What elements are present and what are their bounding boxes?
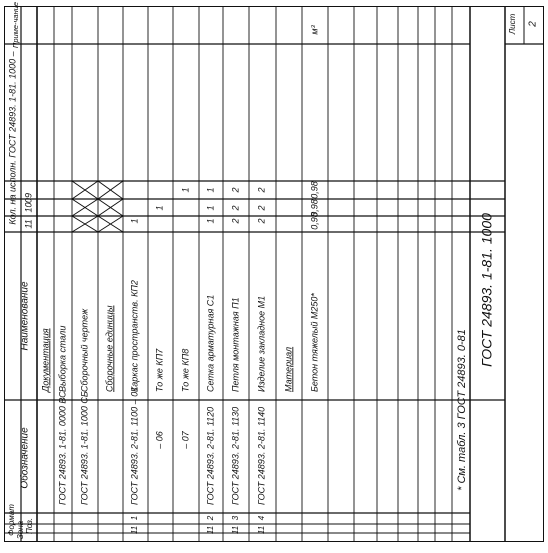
row-qty-q11: 2 bbox=[230, 187, 241, 193]
row-qty-q09: 0,98 bbox=[309, 212, 320, 230]
row-designation: – 06 bbox=[154, 431, 165, 449]
title-doc-code: ГОСТ 24893. 1-81. 1000 bbox=[478, 213, 495, 367]
row-format: 11 bbox=[231, 525, 241, 535]
row-qty-q09: 2 bbox=[230, 218, 241, 224]
header-name: Наименование bbox=[19, 281, 31, 351]
row-name: Выборка стали bbox=[57, 325, 68, 392]
row-section-heading: Материал bbox=[283, 346, 294, 392]
row-section-heading: Документация bbox=[40, 328, 51, 392]
header-qty-title: Кол. на исполн. ГОСТ 24893. 1-81. 1000 – bbox=[7, 51, 18, 225]
row-name: Петля монтажная П1 bbox=[230, 297, 241, 392]
header-qty-10: 10 bbox=[23, 202, 34, 213]
row-name: Бетон тяжелый М250* bbox=[309, 293, 320, 392]
title-sheet-number: 2 bbox=[527, 21, 539, 27]
row-name: Каркас пространств. КП2 bbox=[129, 280, 140, 392]
row-section-heading: Сборочные единицы bbox=[104, 305, 115, 392]
header-pos: Поз. bbox=[25, 517, 35, 535]
row-qty-q11: 2 bbox=[256, 187, 267, 193]
row-pos: 2 bbox=[206, 515, 216, 521]
row-designation: – 07 bbox=[180, 431, 191, 449]
row-name: Изделие закладное М1 bbox=[256, 295, 267, 392]
row-qty-q09: 1 bbox=[129, 218, 140, 224]
row-qty-q11: 0,98 bbox=[309, 181, 320, 199]
row-qty-q09: 1 bbox=[205, 218, 216, 224]
header-note: Приме-чание bbox=[10, 1, 20, 49]
row-qty-q09: 2 bbox=[256, 218, 267, 224]
row-qty-q10: 1 bbox=[154, 205, 165, 211]
row-designation: ГОСТ 24893. 1-81. 1000 СБ bbox=[79, 391, 90, 505]
row-designation: ГОСТ 24893. 1-81. 0000 ВС bbox=[57, 391, 68, 505]
row-qty-q10: 2 bbox=[256, 205, 267, 211]
row-pos: 3 bbox=[231, 515, 241, 521]
row-qty-q11: 1 bbox=[205, 187, 216, 193]
row-name: Сетка арматурная С1 bbox=[205, 294, 216, 392]
sheet-frame bbox=[4, 6, 544, 542]
row-designation: ГОСТ 24893. 2-81. 1120 bbox=[205, 406, 216, 505]
row-note: м³ bbox=[309, 25, 320, 35]
row-format: 11 bbox=[206, 525, 216, 535]
row-qty-q10: 0,98 bbox=[309, 199, 320, 217]
row-qty-q11: 1 bbox=[180, 187, 191, 193]
header-qty-11: 11 bbox=[23, 219, 34, 229]
row-pos: 1 bbox=[130, 515, 140, 521]
row-format: 11 bbox=[130, 525, 140, 535]
header-designation: Обозначение bbox=[19, 427, 31, 489]
row-qty-q10: 1 bbox=[205, 205, 216, 211]
row-name: То же КП8 bbox=[180, 348, 191, 392]
row-designation: ГОСТ 24893. 2-81. 1100 – 01 bbox=[129, 386, 140, 505]
header-format: Формат bbox=[7, 504, 17, 536]
title-sheet-label: Лист bbox=[508, 13, 518, 35]
row-qty-q10: 2 bbox=[230, 205, 241, 211]
footnote: * См. табл. 3 ГОСТ 24893. 0-81 bbox=[455, 329, 468, 491]
row-name: Сборочный чертеж bbox=[79, 308, 90, 392]
row-designation: ГОСТ 24893. 2-81. 1140 bbox=[256, 406, 267, 505]
row-designation: ГОСТ 24893. 2-81. 1130 bbox=[230, 406, 241, 505]
row-format: 11 bbox=[257, 525, 267, 535]
row-pos: 4 bbox=[257, 515, 267, 521]
row-name: То же КП7 bbox=[154, 348, 165, 392]
header-zone: Зона bbox=[16, 520, 26, 540]
header-qty-09: 09 bbox=[23, 192, 34, 204]
